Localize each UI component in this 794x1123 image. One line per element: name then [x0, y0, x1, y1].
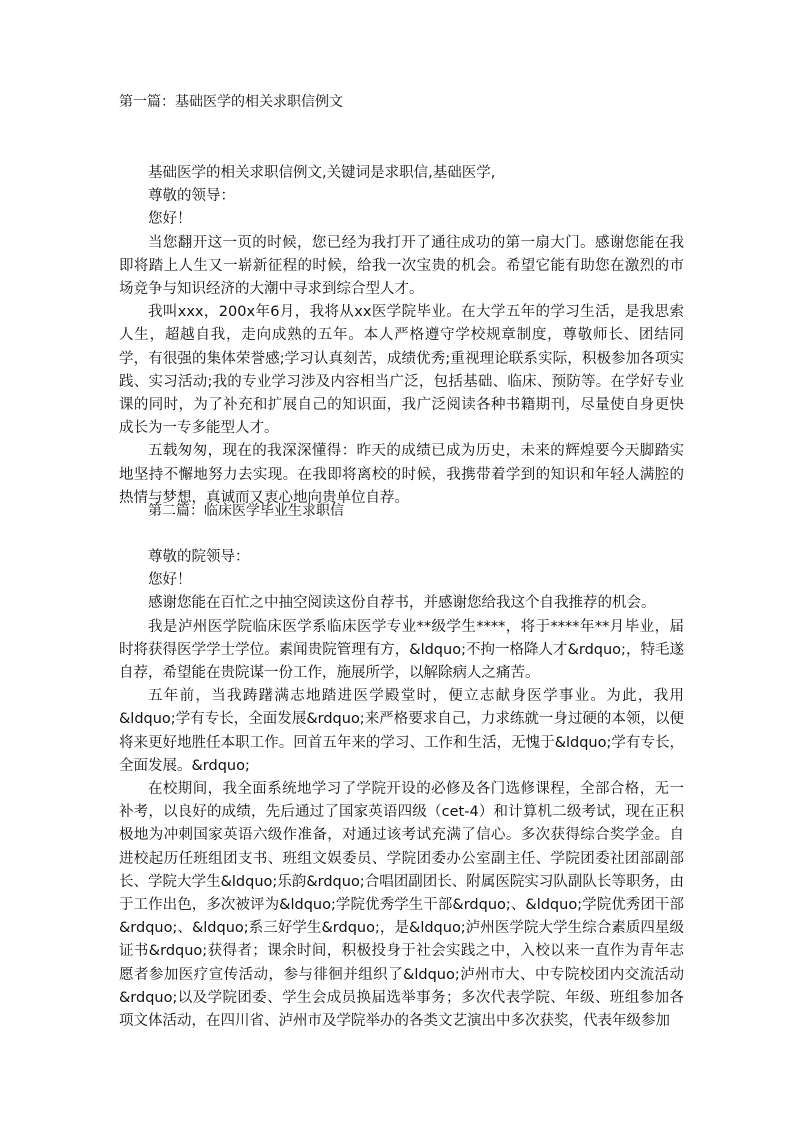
section1-title: 第一篇：基础医学的相关求职信例文	[119, 94, 343, 110]
section1-paragraph-closing: 五载匆匆，现在的我深深懂得：昨天的成绩已成为历史，未来的辉煌要今天脚踏实地坚持不懈地努力去实现。在我即将离校的时候，我携带着学到的知识和年轻人满腔的热情与梦想，真诚而又衷心地向贵单位自荐。	[119, 443, 684, 506]
section2-paragraph-school: 在校期间，我全面系统地学习了学院开设的必修及各门选修课程，全部合格，无一补考，以良好的成绩，先后通过了国家英语四级（cet-4）和计算机二级考试，现在正积极地为冲刺国家英语六级作准备，对通过该考试充满了信心。多次获得综合奖学金。自进校起历任班组团支书、班组文娱委员、学院团委办公室副主任、学院团委社团部副部长、学院大学生&ldquo;乐韵&rdquo;合唱团副团长、附属医院实习队副队长等职务，由于工作出色，多次被评为&ldquo;学院优秀学生干部&rdquo;、&ldquo;学院优秀团干部&rdquo;、&ldquo;系三好学生&rdquo;，是&ldquo;泸州医学院大学生综合素质四星级证书&rdquo;获得者；课余时间，积极投身于社会实践之中，入校以来一直作为青年志愿者参加医疗宣传活动，参与徘徊并组织了&ldquo;泸州市大、中专院校团内交流活动&rdquo;以及学院团委、学生会成员换届选举事务；多次代表学院、年级、班组参加各项文体活动，在四川省、泸州市及学院举办的各类文艺演出中多次获奖，代表年级参加	[119, 781, 684, 1030]
section2-greeting: 您好！	[148, 572, 192, 589]
section1-paragraph-intro: 当您翻开这一页的时候，您已经为我打开了通往成功的第一扇大门。感谢您能在我即将踏上人生又一崭新征程的时候，给我一次宝贵的机会。希望它能有助您在激烈的市场竞争与知识经济的大潮中寻求到综合型人才。	[119, 234, 684, 298]
section2-paragraph-thanks: 感谢您能在百忙之中抽空阅读这份自荐书，并感谢您给我这个自我推荐的机会。	[148, 595, 656, 612]
section1-salutation: 尊敬的领导：	[148, 188, 235, 205]
section1-body	[119, 162, 684, 510]
section1-paragraph-background: 我叫xxx，200x年6月，我将从xx医学院毕业。在大学五年的学习生活，是我思索人生，超越自我，走向成熟的五年。本人严格遵守学校规章制度，尊敬师长、团结同学，有很强的集体荣誉感;学习认真刻苦，成绩优秀;重视理论联系实际，积极参加各项实践、实习活动;我的专业学习涉及内容相当广泛，包括基础、临床、预防等。在学好专业课的同时，为了补充和扩展自己的知识面，我广泛阅读各种书籍期刊，尽量使自身更快成长为一专多能型人才。	[119, 304, 684, 437]
section2-paragraph-goals: 五年前，当我踌躇满志地踏进医学殿堂时，便立志献身医学事业。为此，我用&ldquo;学有专长，全面发展&rdquo;来严格要求自己，力求练就一身过硬的本领，以便将来更好地胜任本职工作。回首五年来的学习、工作和生活，无愧于&ldquo;学有专长，全面发展。&rdquo;	[119, 688, 684, 774]
section2-paragraph-intro: 我是泸州医学院临床医学系临床医学专业**级学生****，将于****年**月毕业，届时将获得医学学士学位。素闻贵院管理有方，&ldquo;不拘一格降人才&rdquo;，特毛遂自荐，希望能在贵院谋一份工作，施展所学，以解除病人之痛苦。	[119, 618, 684, 682]
section2-salutation: 尊敬的院领导：	[148, 549, 250, 565]
section1-keywords: 基础医学的相关求职信例文,关键词是求职信,基础医学,	[148, 165, 496, 181]
section2-title: 第二篇：临床医学毕业生求职信	[148, 503, 344, 519]
section1-greeting: 您好！	[148, 211, 192, 228]
section2-body	[119, 546, 684, 1033]
